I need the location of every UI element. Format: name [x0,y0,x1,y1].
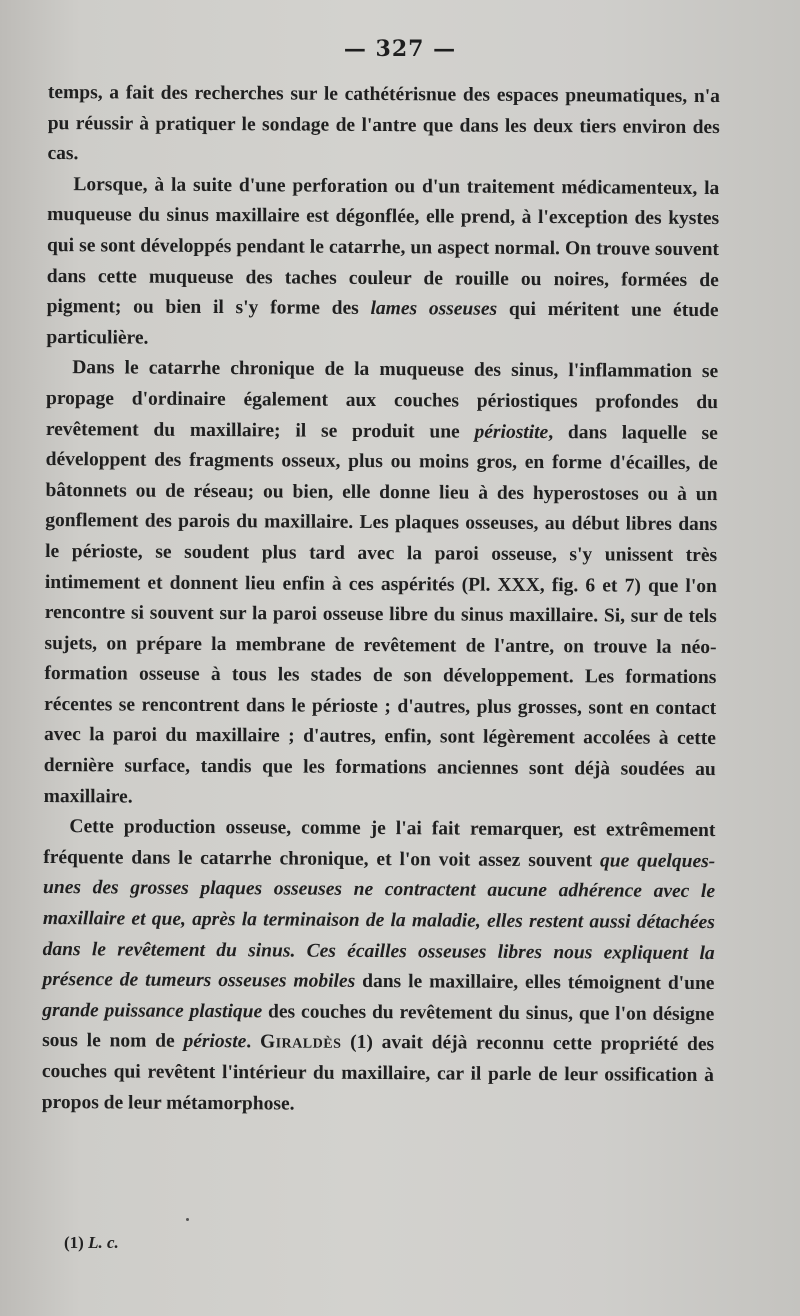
page-speck [186,1218,189,1221]
paragraph [44,353,719,816]
author-name: Giraldès [259,1031,342,1054]
paragraph [47,78,720,174]
text-segment: , dans laquelle se développent des fragments osseux, plus ou moins gros, en forme d'écailles, de bâtonnets ou de réseau; ou bien, elle donne lieu à des hyperostoses ou à un gonflement des parois du maxillaire. Les plaques osseuses, au début libres dans le périoste, se soudent plus tard avec la paroi osseuse, s'y unissent très intimement et donnent lieu enfin à ces aspérités (Pl. XXX, fig. 6 et 7) que l'on rencontre si souvent sur la paroi osseuse libre du sinus maxillaire. Si, sur de tels sujets, on prépare la membrane de revêtement de l'antre, on trouve la néo-formation osseuse à tous les stades de son développement. Les formations récentes se rencontrent dans le périoste ; d'autres, plus grosses, sont en contact avec la paroi du maxillaire ; d'autres, enfin, sont légèrement accolées à cette dernière surface, tandis que les formations anciennes sont déjà soudées au maxillaire. [43,421,718,808]
paragraph [42,812,716,1122]
italic-text: que quelques-unes des grosses plaques osseuses ne contractent aucune adhérence avec le maxillaire et que, après la terminaison de la maladie, elles restent aussi détachées dans le revêtement du sinus. Ces écailles osseuses libres nous expliquent la présence de tumeurs osseuses mobiles [42,850,716,993]
text-segment: Lorsque, à la suite d'une perforation ou d'un traitement médicamenteux, la muqueuse du sinus maxillaire est dégonflée, elle prend, à l'exception des kystes qui se sont développés pendant le catarrhe, un aspect normal. On trouve souvent dans cette muqueuse des taches couleur de rouille ou noires, formées de pigment; ou bien il s'y forme des [46,173,720,320]
body-text [42,78,720,1122]
text-segment: qui méritent une étude particulière. [46,298,719,349]
footnote-text: L. c. [88,1233,119,1252]
text-segment: dans le maxillaire, elles témoignent d'une [355,971,715,995]
italic-text: périoste [183,1031,247,1053]
text-segment: . [246,1031,261,1053]
italic-text: périostite [474,421,549,443]
text-segment: (1) avait déjà reconnu cette propriété des couches qui revêtent l'intérieur du maxillaire, car il parle de leur ossification à propos de leur métamorphose. [41,1032,715,1115]
page-number: — 327 — [343,36,457,62]
footnote-marker: (1) [64,1233,84,1252]
text-segment: temps, a fait des recherches sur le cathétérisnue des espaces pneumatiques, n'a pu réussir à pratiquer le sondage de l'antre que dans les deux tiers environ des cas. [47,81,720,165]
footnote [64,1233,119,1253]
italic-text: grande puissance plastique [42,999,263,1023]
paragraph [46,170,719,358]
italic-text: lames osseuses [370,298,498,320]
text-segment: Cette production osseuse, comme je l'ai fait remarquer, est extrêmement fréquente dans le catarrhe chronique, et l'on voit assez souvent [43,816,716,872]
text-segment: Dans le catarrhe chronique de la muqueuse des sinus, l'inflammation se propage d'ordinaire également aux couches périostiques profondes du revêtement du maxillaire; il se produit une [45,357,719,443]
text-segment: des couches du revêtement du sinus, que l'on désigne sous le nom de [42,1001,715,1053]
